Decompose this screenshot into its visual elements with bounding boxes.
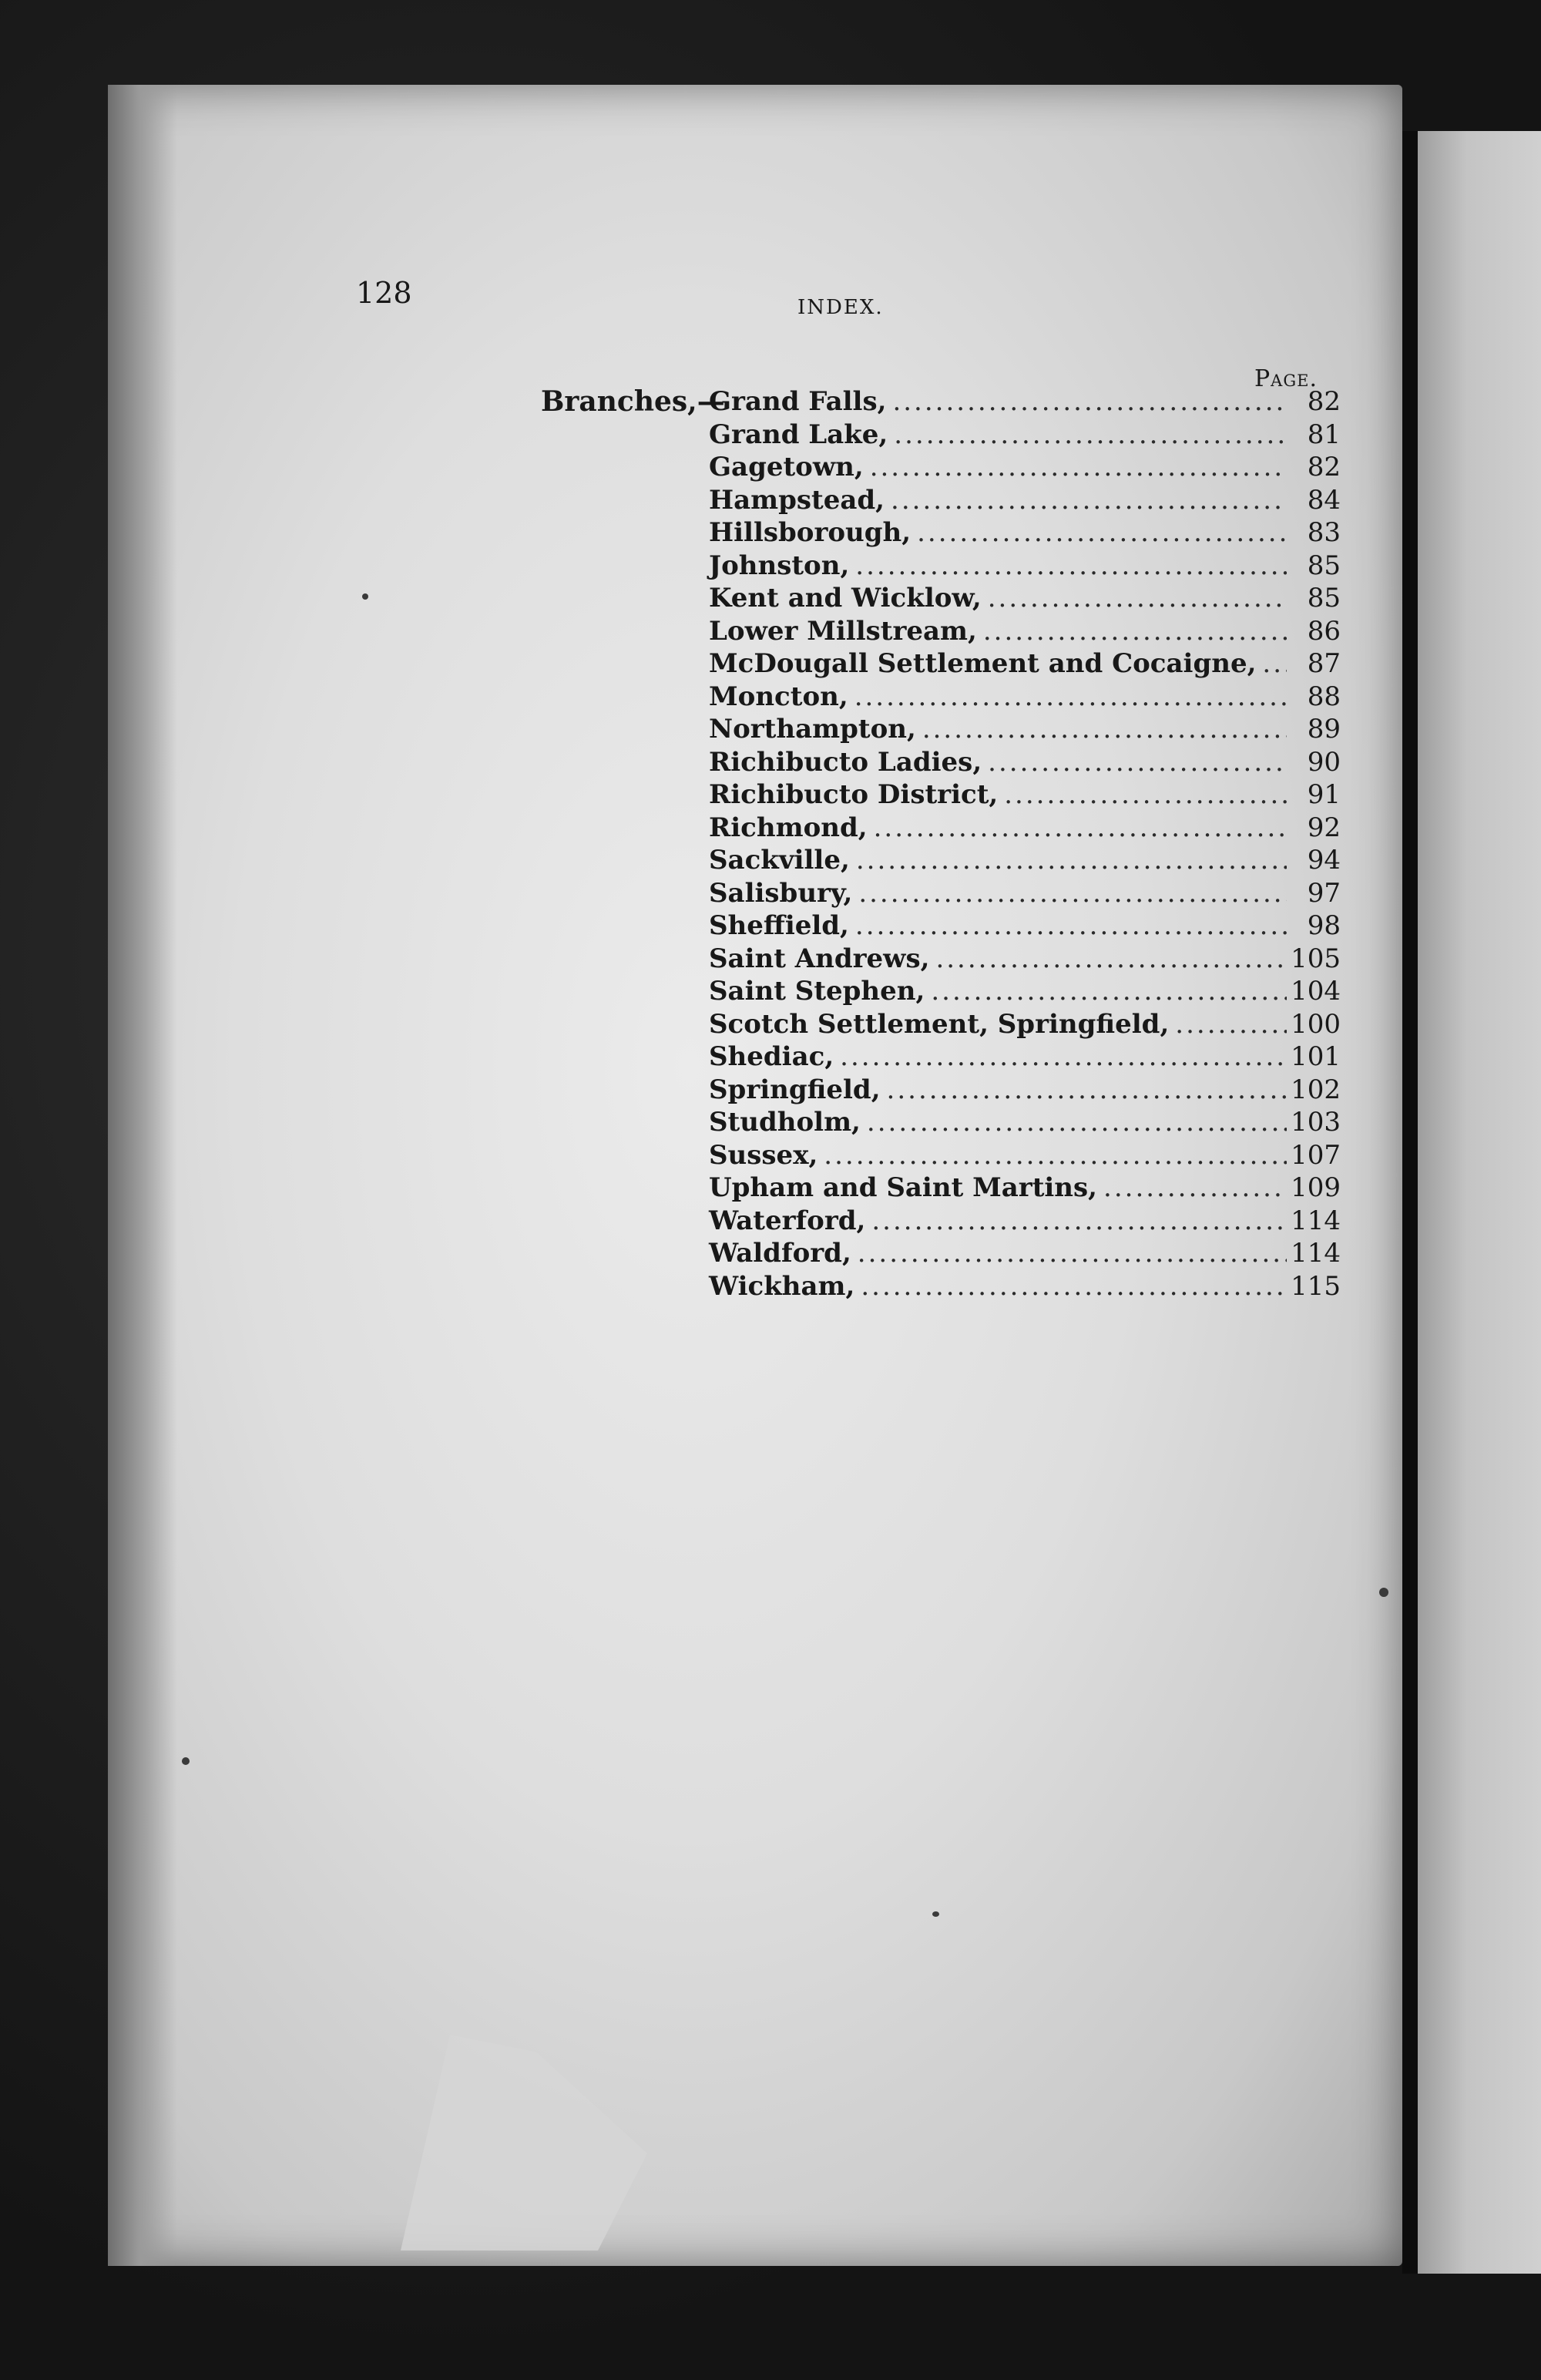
dot-leader — [849, 909, 1287, 943]
index-entry — [709, 1270, 1341, 1303]
index-entry — [709, 615, 1341, 648]
index-entry-page: 92 — [1307, 812, 1341, 843]
dot-leader — [848, 681, 1287, 714]
index-entry-name: Wickham, — [709, 1270, 855, 1302]
dot-leader — [977, 615, 1287, 648]
page-binding-edge — [108, 85, 177, 2266]
dot-leader — [982, 582, 1287, 615]
page-number: 128 — [356, 276, 412, 310]
index-entry-page: 82 — [1307, 386, 1341, 417]
index-entry-name: Saint Stephen, — [709, 976, 925, 1007]
index-entry — [709, 1008, 1341, 1041]
ink-speck — [182, 1757, 190, 1765]
index-entry — [709, 1139, 1341, 1172]
dot-leader — [881, 1074, 1287, 1107]
dot-leader — [885, 484, 1287, 517]
dot-leader — [911, 516, 1287, 550]
index-entry — [709, 1237, 1341, 1270]
dot-leader — [1097, 1172, 1287, 1205]
index-entry-page: 83 — [1307, 517, 1341, 548]
ink-speck — [1379, 1588, 1388, 1597]
index-entry-page: 105 — [1291, 943, 1341, 974]
dot-leader — [886, 385, 1287, 419]
index-entry-page: 87 — [1307, 648, 1341, 679]
index-entry-page: 104 — [1291, 976, 1341, 1007]
index-entry-page: 89 — [1307, 714, 1341, 745]
index-entry-list — [709, 385, 1341, 1303]
index-entry — [709, 1172, 1341, 1205]
index-entry-name: Hampstead, — [709, 484, 885, 516]
index-entry-name: Hillsborough, — [709, 517, 912, 548]
index-entry — [709, 1040, 1341, 1074]
index-entry-name: Shediac, — [709, 1041, 834, 1072]
index-entry — [709, 647, 1341, 681]
index-entry — [709, 385, 1341, 419]
index-entry-name: Upham and Saint Martins, — [709, 1172, 1098, 1203]
index-entry-name: Moncton, — [709, 681, 848, 712]
index-entry-name: Johnston, — [709, 550, 850, 581]
dot-leader — [861, 1106, 1287, 1139]
index-entry — [709, 419, 1341, 452]
dot-leader — [851, 1237, 1287, 1270]
index-entry — [709, 943, 1341, 976]
index-entry — [709, 550, 1341, 583]
index-entry — [709, 582, 1341, 615]
dot-leader — [1169, 1008, 1287, 1041]
index-entry-name: Richibucto Ladies, — [709, 746, 982, 778]
index-entry-name: Springfield, — [709, 1074, 881, 1105]
index-entry-page: 85 — [1307, 550, 1341, 581]
facing-page-edge — [1418, 131, 1541, 2274]
dot-leader — [834, 1040, 1287, 1074]
index-entry-page: 85 — [1307, 583, 1341, 613]
index-entry-page: 103 — [1291, 1107, 1341, 1138]
index-entry-name: Waterford, — [709, 1205, 866, 1236]
dot-leader — [849, 550, 1287, 583]
index-entry-name: Waldford, — [709, 1238, 851, 1269]
index-entry — [709, 812, 1341, 845]
index-entry-name: Gagetown, — [709, 452, 864, 482]
dot-leader — [888, 419, 1287, 452]
index-entry-page: 115 — [1291, 1270, 1341, 1302]
index-entry-name: Saint Andrews, — [709, 943, 930, 974]
running-head: INDEX. — [797, 296, 884, 319]
index-entry-page: 94 — [1307, 845, 1341, 876]
index-entry-page: 100 — [1291, 1008, 1341, 1040]
index-entry-page: 84 — [1307, 484, 1341, 516]
book-gutter — [1402, 131, 1418, 2274]
index-entry-name: Northampton, — [709, 714, 916, 745]
index-entry — [709, 909, 1341, 943]
page-column-heading: Page. — [1254, 365, 1318, 392]
ink-speck — [362, 593, 368, 600]
dot-leader — [868, 812, 1287, 845]
dot-leader — [864, 451, 1287, 484]
dot-leader — [852, 877, 1287, 910]
index-entry — [709, 746, 1341, 779]
dot-leader — [850, 844, 1287, 877]
index-entry-page: 114 — [1291, 1205, 1341, 1236]
index-group-label: Branches,— — [541, 385, 725, 418]
dot-leader — [998, 778, 1287, 812]
index-entry — [709, 451, 1341, 484]
index-entry-name: Lower Millstream, — [709, 615, 977, 647]
index-entry — [709, 516, 1341, 550]
index-entry-page: 91 — [1307, 779, 1341, 810]
index-entry-name: Richibucto District, — [709, 779, 999, 810]
index-entry-page: 114 — [1291, 1238, 1341, 1269]
dot-leader — [925, 975, 1287, 1008]
index-entry-page: 86 — [1307, 615, 1341, 647]
ink-speck — [932, 1911, 939, 1917]
index-entry-page: 82 — [1307, 452, 1341, 482]
index-entry-name: Sussex, — [709, 1139, 818, 1171]
index-entry-page: 81 — [1307, 419, 1341, 450]
index-entry-page: 88 — [1307, 681, 1341, 712]
index-entry-name: Studholm, — [709, 1107, 861, 1138]
index-entry — [709, 681, 1341, 714]
index-entry-name: Richmond, — [709, 812, 868, 843]
index-entry — [709, 1074, 1341, 1107]
dot-leader — [982, 746, 1287, 779]
index-entry-page: 109 — [1291, 1172, 1341, 1203]
index-entry-name: McDougall Settlement and Cocaigne, — [709, 648, 1257, 679]
index-entry-name: Sackville, — [709, 845, 850, 876]
index-entry-name: Scotch Settlement, Springfield, — [709, 1008, 1170, 1040]
index-entry-name: Grand Lake, — [709, 419, 888, 450]
index-entry-name: Kent and Wicklow, — [709, 583, 982, 613]
index-entry — [709, 1106, 1341, 1139]
dot-leader — [854, 1270, 1287, 1303]
index-entry — [709, 713, 1341, 746]
index-entry — [709, 778, 1341, 812]
index-entry-page: 97 — [1307, 877, 1341, 909]
index-entry-name: Salisbury, — [709, 877, 853, 909]
index-entry-page: 102 — [1291, 1074, 1341, 1105]
index-entry — [709, 844, 1341, 877]
dot-leader — [818, 1139, 1287, 1172]
index-entry — [709, 877, 1341, 910]
dot-leader — [1256, 647, 1287, 681]
dot-leader — [929, 943, 1287, 976]
index-entry-name: Grand Falls, — [709, 386, 887, 417]
dot-leader — [865, 1205, 1287, 1238]
index-entry-page: 98 — [1307, 910, 1341, 941]
dot-leader — [916, 713, 1287, 746]
index-entry-page: 107 — [1291, 1139, 1341, 1171]
index-entry — [709, 484, 1341, 517]
index-entry-page: 101 — [1291, 1041, 1341, 1072]
index-entry — [709, 1205, 1341, 1238]
index-entry — [709, 975, 1341, 1008]
index-entry-page: 90 — [1307, 746, 1341, 778]
index-entry-name: Sheffield, — [709, 910, 849, 941]
